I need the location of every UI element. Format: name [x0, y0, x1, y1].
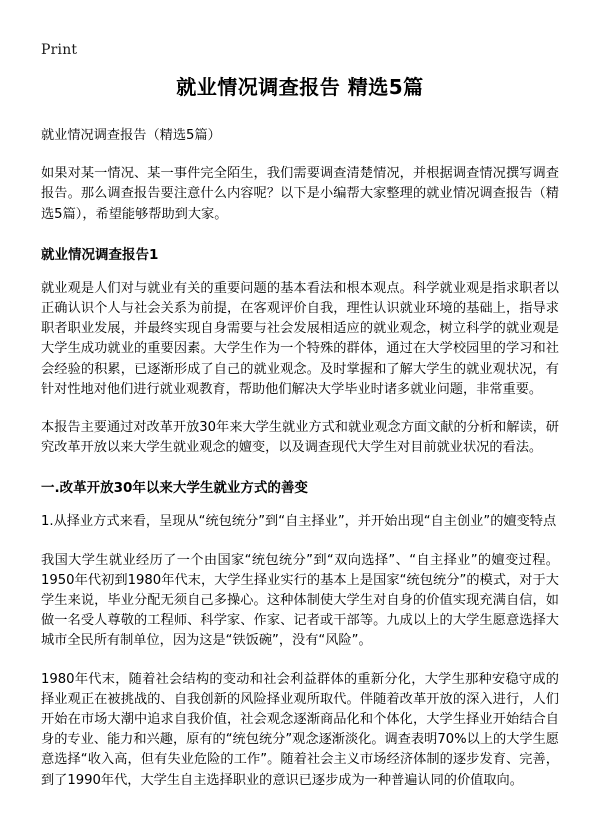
spacer [41, 225, 559, 245]
spacer [41, 146, 559, 164]
page-title: 就业情况调查报告 精选5篇 [176, 75, 424, 99]
section-heading-part-one: 一.改革开放30年以来大学生就业方式的善变 [41, 480, 308, 497]
section-heading-report-1: 就业情况调查报告1 [41, 246, 159, 263]
spacer [41, 400, 559, 418]
body-paragraph-3: 1.从择业方式来看，呈现从“统包统分”到“自主择业”，并开始出现“自主创业”的嬗变特点 [41, 514, 557, 530]
document-subtitle: 就业情况调查报告（精选5篇） [41, 128, 221, 143]
spacer [41, 652, 559, 670]
body-paragraph-2: 本报告主要通过对改革开放30年来大学生就业方式和就业观念方面文献的分析和解读，研究改革开放以来大学生就业观念的嬗变，以及调查现代大学生对目前就业状况的看法。 [41, 420, 559, 456]
spacer [41, 498, 559, 512]
spacer [41, 458, 559, 478]
spacer [41, 265, 559, 279]
body-paragraph-5: 1980年代末，随着社会结构的变动和社会利益群体的重新分化，大学生那种安稳守成的择业观正在被挑战的、自我创新的风险择业观所取代。伴随着改革开放的深入进行，人们开始在市场大潮中追求自我价值，社会观念逐渐商品化和个体化，大学生择业开始结合自身的专业、能力和兴趣，原有的“统包统分”观念逐渐淡化。调查表明70%以上的大学生愿意选择“收入高，但有失业危险的工作”。随着社会主义市场经济体制的逐步发育、完善，到了1990年代，大学生自主选择职业的意识已逐步成为一种普遍认同的价值取向。 [41, 671, 559, 788]
document-body [41, 74, 559, 791]
body-paragraph-1: 就业观是人们对与就业有关的重要问题的基本看法和根本观点。科学就业观是指求职者以正确认识个人与社会关系为前提，在客观评价自我，理性认识就业环境的基础上，指导求职者职业发展，并最终实现自身需要与社会发展相适应的就业观念，树立科学的就业观是大学生成功就业的重要因素。大学生作为一个特殊的群体，通过在大学校园里的学习和社会经验的积累，已逐渐形成了自己的就业观念。及时掌握和了解大学生的就业观状况，有针对性地对他们进行就业观教育，帮助他们解决大学毕业时诸多就业问题，非常重要。 [41, 280, 559, 397]
body-paragraph-4: 我国大学生就业经历了一个由国家“统包统分”到“双向选择”、“自主择业”的嬗变过程。1950年代初到1980年代末，大学生择业实行的基本上是国家“统包统分”的模式，对于大学生来说，毕业分配无须自己多操心。这种体制使大学生对自身的价值实现充满自信，如做一名受人尊敬的工程师、科学家、作家、记者或干部等。九成以上的大学生愿意选择大城市全民所有制单位，因为这是“铁饭碗”，没有“风险”。 [41, 552, 559, 649]
spacer [41, 533, 559, 551]
intro-paragraph: 如果对某一情况、某一事件完全陌生，我们需要调查清楚情况，并根据调查情况撰写调查报告。那么调查报告要注意什么内容呢？以下是小编帮大家整理的就业情况调查报告（精选5篇），希望能够帮助到大家。 [41, 166, 559, 222]
print-link[interactable]: Print [41, 42, 78, 58]
